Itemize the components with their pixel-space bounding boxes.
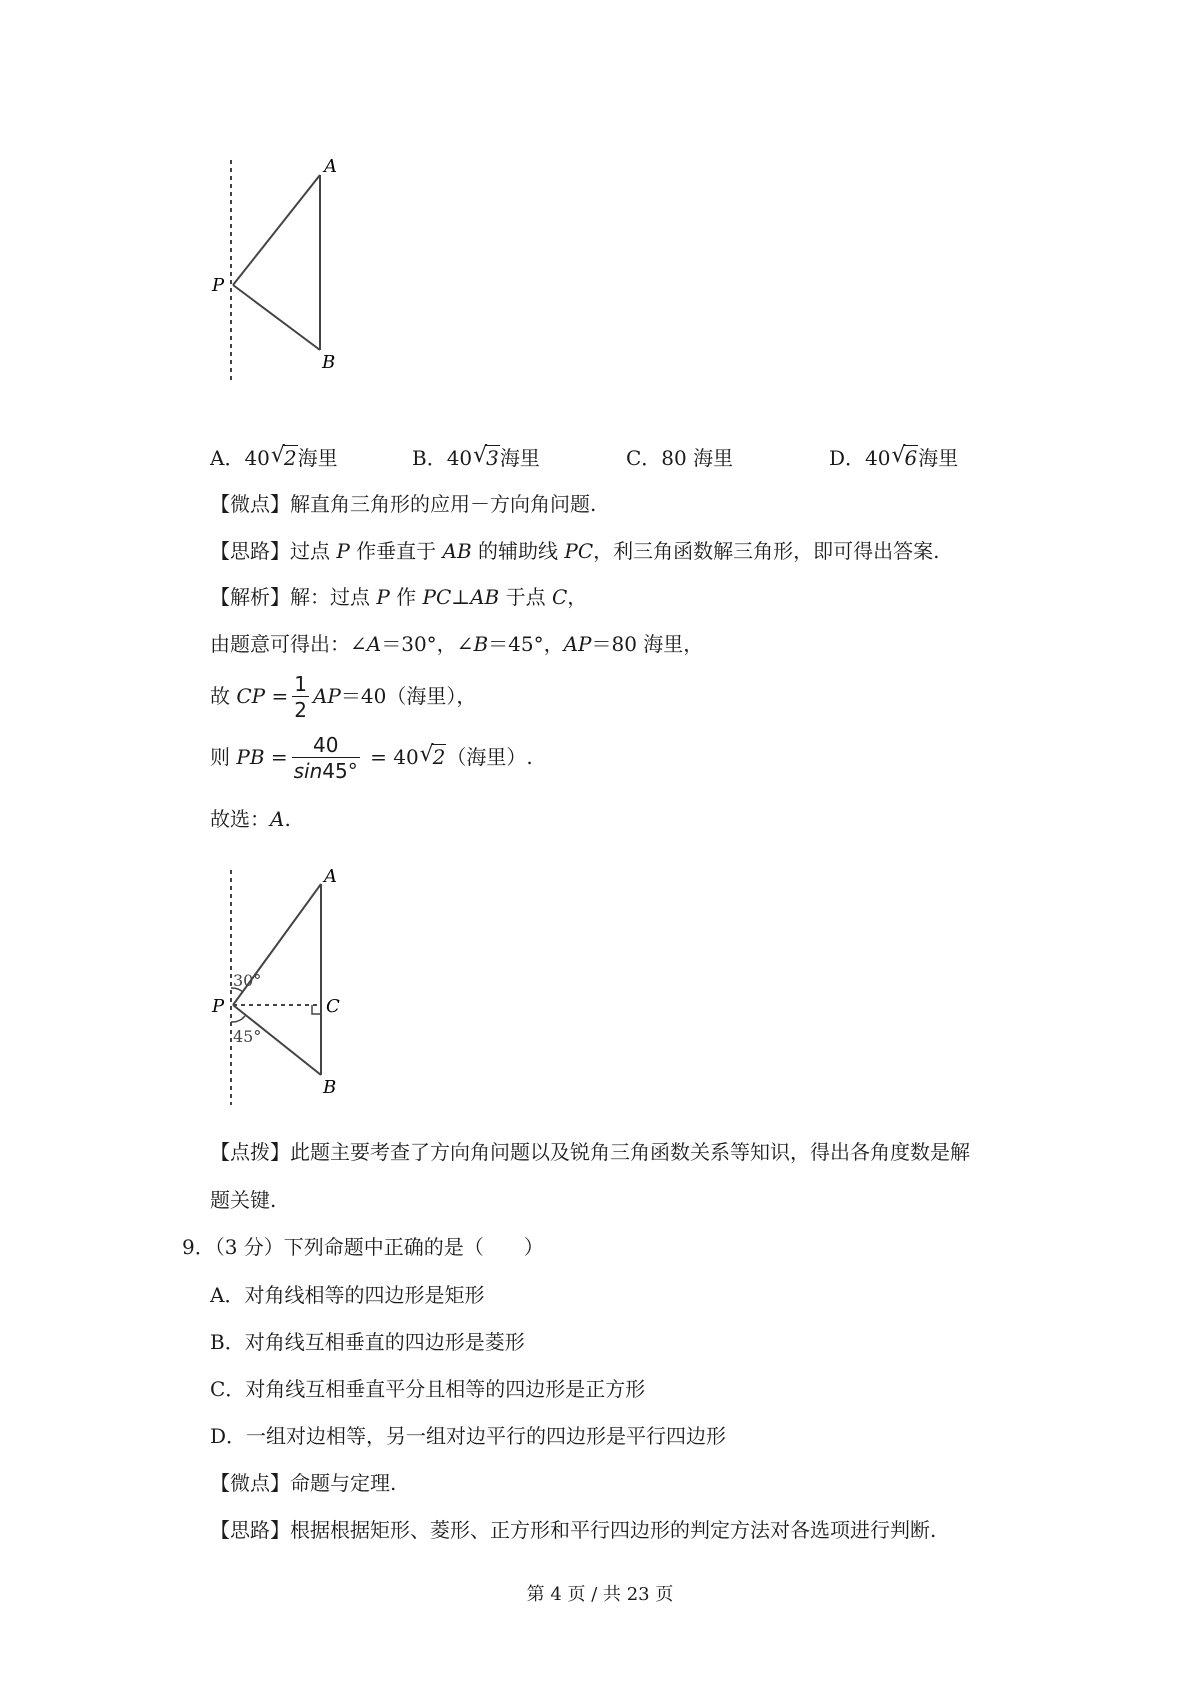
figure-2-triangle-diagram — [200, 860, 370, 1110]
q9-silu: 【思路】根据根据矩形、菱形、正方形和平行四边形的判定方法对各选项进行判断. — [210, 1518, 937, 1542]
segment-pa — [233, 175, 320, 285]
point-b-label: B — [322, 352, 336, 373]
q9-option-d: D．一组对边相等，另一组对边平行的四边形是平行四边形 — [210, 1424, 727, 1448]
figure-1-triangle-diagram — [200, 150, 340, 390]
fraction-one-half: $\frac{1}{2}$ — [294, 672, 307, 722]
q8-dianbo-line1: 【点拨】此题主要考查了方向角问题以及锐角三角函数关系等知识，得出各角度数是解 — [210, 1140, 970, 1164]
option-c: C．80 海里 — [626, 446, 734, 470]
q9-option-a: A．对角线相等的四边形是矩形 — [210, 1283, 485, 1307]
q8-pb-equation: 则 PB = $\frac{40}{\sin 45^\circ}$ = 40 √ 2（海里）. — [210, 733, 533, 783]
fraction-40-over-sin45: $\frac{40}{\sin 45^\circ}$ — [293, 733, 358, 783]
point-b-label: B — [323, 1077, 337, 1098]
angle-45-arc — [231, 1016, 245, 1022]
q8-jiexi: 【解析】解：过点 P 作 PC⊥AB 于点 C， — [210, 585, 588, 609]
q8-dianbo-line2: 题关键. — [210, 1188, 277, 1212]
option-b: B．40 √ 3海里 — [412, 443, 540, 470]
point-c-label: C — [326, 996, 340, 1017]
q9-stem: 9．（3 分）下列命题中正确的是（ ） — [182, 1235, 544, 1259]
q8-answer: 故选：A. — [210, 807, 291, 831]
option-d: D．40 √ 6海里 — [829, 443, 959, 470]
point-a-label: A — [324, 866, 337, 887]
q9-option-b: B．对角线互相垂直的四边形是菱形 — [210, 1330, 525, 1354]
point-p-label: P — [212, 996, 225, 1017]
point-p-label: P — [212, 275, 225, 296]
q8-silu: 【思路】过点 P 作垂直于 AB 的辅助线 PC，利三角函数解三角形，即可得出答案. — [210, 539, 940, 563]
q9-weidian: 【微点】命题与定理. — [210, 1471, 397, 1495]
q8-weidian: 【微点】解直角三角形的应用－方向角问题. — [210, 492, 597, 516]
angle-30-label: 30° — [233, 971, 262, 990]
option-a: A．40 √ 2海里 — [210, 443, 338, 470]
q8-cp-equation: 故 CP = $\frac{1}{2}$ AP＝40（海里）， — [210, 672, 477, 722]
point-a-label: A — [324, 156, 337, 177]
page-footer: 第 4 页 / 共 23 页 — [526, 1584, 674, 1605]
segment-pb — [233, 285, 320, 350]
right-angle-mark — [312, 1005, 321, 1014]
angle-45-label: 45° — [233, 1027, 262, 1046]
q9-option-c: C．对角线互相垂直平分且相等的四边形是正方形 — [210, 1377, 646, 1401]
q8-given: 由题意可得出：∠A＝30°，∠B＝45°，AP＝80 海里， — [210, 632, 704, 656]
